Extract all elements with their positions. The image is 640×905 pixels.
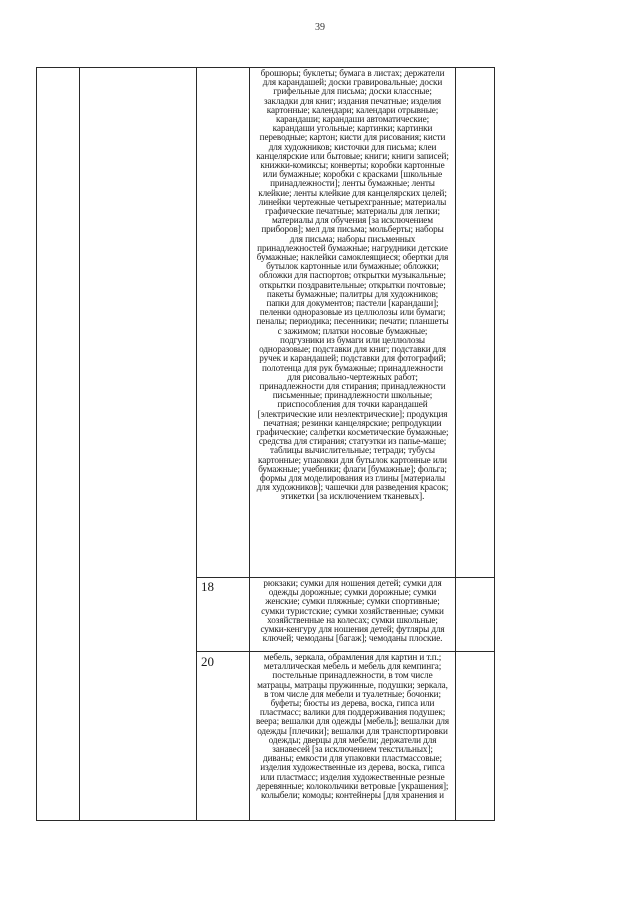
goods-line: графические печатные; материалы для лепки; xyxy=(265,207,440,217)
goods-line: матрацы, матрацы пружинные, подушки; зеркала, xyxy=(257,680,448,690)
goods-line: женские; сумки пляжные; сумки спортивные; xyxy=(265,597,440,607)
goods-line: приборов]; мел для письма; мольберты; наборы xyxy=(261,225,444,235)
goods-line: изделия художественные из дерева, воска, гипса xyxy=(260,763,445,773)
goods-line: занавесей [за исключением текстильных]; xyxy=(272,745,433,755)
goods-line: в том числе для мебели и туалетные; бочонки; xyxy=(264,689,441,699)
column-divider xyxy=(249,67,250,821)
goods-line: письменные; принадлежности школьные; xyxy=(272,391,433,401)
goods-line: [электрические или неэлектрические]; продукция xyxy=(257,409,448,419)
goods-line: пеленки одноразовые из целлюлозы или бумаги; xyxy=(259,308,446,318)
goods-line: книжки-комиксы; конверты; коробки картонные xyxy=(260,161,445,171)
goods-line: буфеты; бюсты из дерева, воска, гипса или xyxy=(270,699,435,709)
table-border-bottom xyxy=(36,820,495,821)
goods-list xyxy=(251,69,454,502)
goods-line: папки для документов; пастели [карандаши]; xyxy=(266,299,439,309)
goods-line: канцелярские или бытовые; книги; книги записей; xyxy=(256,151,449,161)
goods-line: одежды [плечики]; вешалки для транспортировки xyxy=(257,726,448,736)
goods-line: графические; салфетки косметические бумажные; xyxy=(256,427,449,437)
row-divider xyxy=(196,577,495,578)
goods-line: для рисовально-чертежных работ; xyxy=(287,372,418,382)
goods-line: средства для стирания; статуэтки из папье-маше; xyxy=(258,437,447,447)
goods-line: пакеты бумажные; палитры для художников; xyxy=(266,289,439,299)
goods-line: формы для моделирования из глины [материалы xyxy=(259,473,446,483)
goods-line: колыбели; комоды; контейнеры [для хранения и xyxy=(260,791,444,801)
goods-line: переводные; картон; кисти для рисования; кисти xyxy=(259,133,446,143)
goods-line: или пластмасс; изделия художественные резные xyxy=(260,772,445,782)
goods-line: ключей; чемоданы [багаж]; чемоданы плоские. xyxy=(262,634,443,644)
goods-line: постельные принадлежности, в том числе xyxy=(272,671,433,681)
column-divider xyxy=(36,67,37,821)
class-number: 18 xyxy=(201,579,214,594)
column-divider xyxy=(196,67,197,821)
goods-line: брошюры; буклеты; бумага в листах; держатели xyxy=(260,69,445,78)
goods-line: печатная; резинки канцелярские; репродукции xyxy=(263,418,442,428)
goods-line: мебель, зеркала, обрамления для картин и т.п.; xyxy=(263,653,442,662)
column-divider xyxy=(494,67,495,821)
goods-line: пластмасс; валики для поддерживания подушек; xyxy=(259,708,446,718)
goods-line: для художников; кисточки для письма; клеи xyxy=(268,142,437,152)
column-divider xyxy=(455,67,456,821)
goods-line: бутылок картонные или бумажные; обложки; xyxy=(266,262,439,272)
row-divider xyxy=(196,651,495,652)
goods-line: сумки туристские; сумки хозяйственные; сумки xyxy=(261,606,444,616)
table-border-top xyxy=(36,67,495,68)
goods-line: или бумажные; коробки с красками [школьные xyxy=(262,170,443,180)
goods-line: для карандашей; доски гравировальные; доски xyxy=(262,78,443,88)
goods-line: карандаши угольные; картинки; картинки xyxy=(272,124,433,134)
goods-line: принадлежности для стирания; принадлежности xyxy=(259,381,446,391)
goods-line: картонные; календари; календари отрывные; xyxy=(266,105,439,115)
goods-list xyxy=(251,579,454,643)
goods-line: материалы для обучения [за исключением xyxy=(272,216,433,226)
goods-line: принадлежностей бумажные; нагрудники детские xyxy=(257,243,448,253)
goods-list xyxy=(251,653,454,800)
goods-line: открытки поздравительные; открытки почтовые; xyxy=(259,280,446,290)
goods-line: диваны; емкости для упаковки пластмассовые; xyxy=(263,754,442,764)
goods-line: хозяйственные на колесах; сумки школьные; xyxy=(267,615,438,625)
goods-line: клейкие; ленты клейкие для канцелярских целей; xyxy=(258,188,447,198)
goods-line: таблицы вычислительные; тетради; тубусы xyxy=(269,446,436,456)
goods-line: с зажимом; платки носовые бумажные; xyxy=(277,326,428,336)
goods-line: закладки для книг; издания печатные; изделия xyxy=(263,96,442,106)
goods-line: полотенца для рук бумажные; принадлежности xyxy=(261,363,443,373)
goods-line: одноразовые; подставки для книг; подставки для xyxy=(259,345,446,355)
goods-line: одежды; дверцы для мебели; держатели для xyxy=(268,735,437,745)
goods-line: веера; вешалки для одежды [мебель]; вешалки для xyxy=(255,717,450,727)
goods-line: для письма; наборы письменных xyxy=(289,234,416,244)
goods-line: одежды дорожные; сумки дорожные; сумки xyxy=(268,588,437,598)
goods-line: картонные; упаковки для бутылок картонные или xyxy=(258,455,447,465)
goods-line: металлическая мебель и мебель для кемпинга; xyxy=(263,662,442,672)
page-number: 39 xyxy=(315,22,325,33)
class-number: 20 xyxy=(201,654,214,669)
goods-line: подгузники из бумаги или целлюлозы xyxy=(280,335,425,345)
goods-line: пеналы; периодика; песенники; печати; планшеты xyxy=(256,317,449,327)
goods-line: грифельные для письма; доски классные; xyxy=(273,87,432,97)
goods-line: деревянные; колокольчики ветровые [украшения]; xyxy=(256,781,449,791)
goods-line: бумажные; учебники; флаги [бумажные]; фольга; xyxy=(258,464,447,474)
column-divider xyxy=(79,67,80,821)
goods-line: бумажные; наклейки самоклеящиеся; обертки для xyxy=(256,253,449,263)
goods-line: рюкзаки; сумки для ношения детей; сумки для xyxy=(263,579,442,588)
goods-line: обложки для паспортов; открытки музыкальные; xyxy=(259,271,446,281)
goods-line: линейки чертежные четырехгранные; материалы xyxy=(258,197,447,207)
goods-line: ручек и карандашей; подставки для фотографий; xyxy=(259,354,446,364)
goods-line: принадлежности]; ленты бумажные; ленты xyxy=(270,179,435,189)
goods-line: приспособления для точки карандашей xyxy=(277,400,428,410)
goods-line: этикетки [за исключением тканевых]. xyxy=(280,492,425,502)
goods-line: карандаши; карандаши автоматические; xyxy=(275,115,430,125)
goods-line: сумки-кенгуру для ношения детей; футляры для xyxy=(260,625,445,635)
goods-line: для художников]; чашечки для разведения красок; xyxy=(256,483,449,493)
